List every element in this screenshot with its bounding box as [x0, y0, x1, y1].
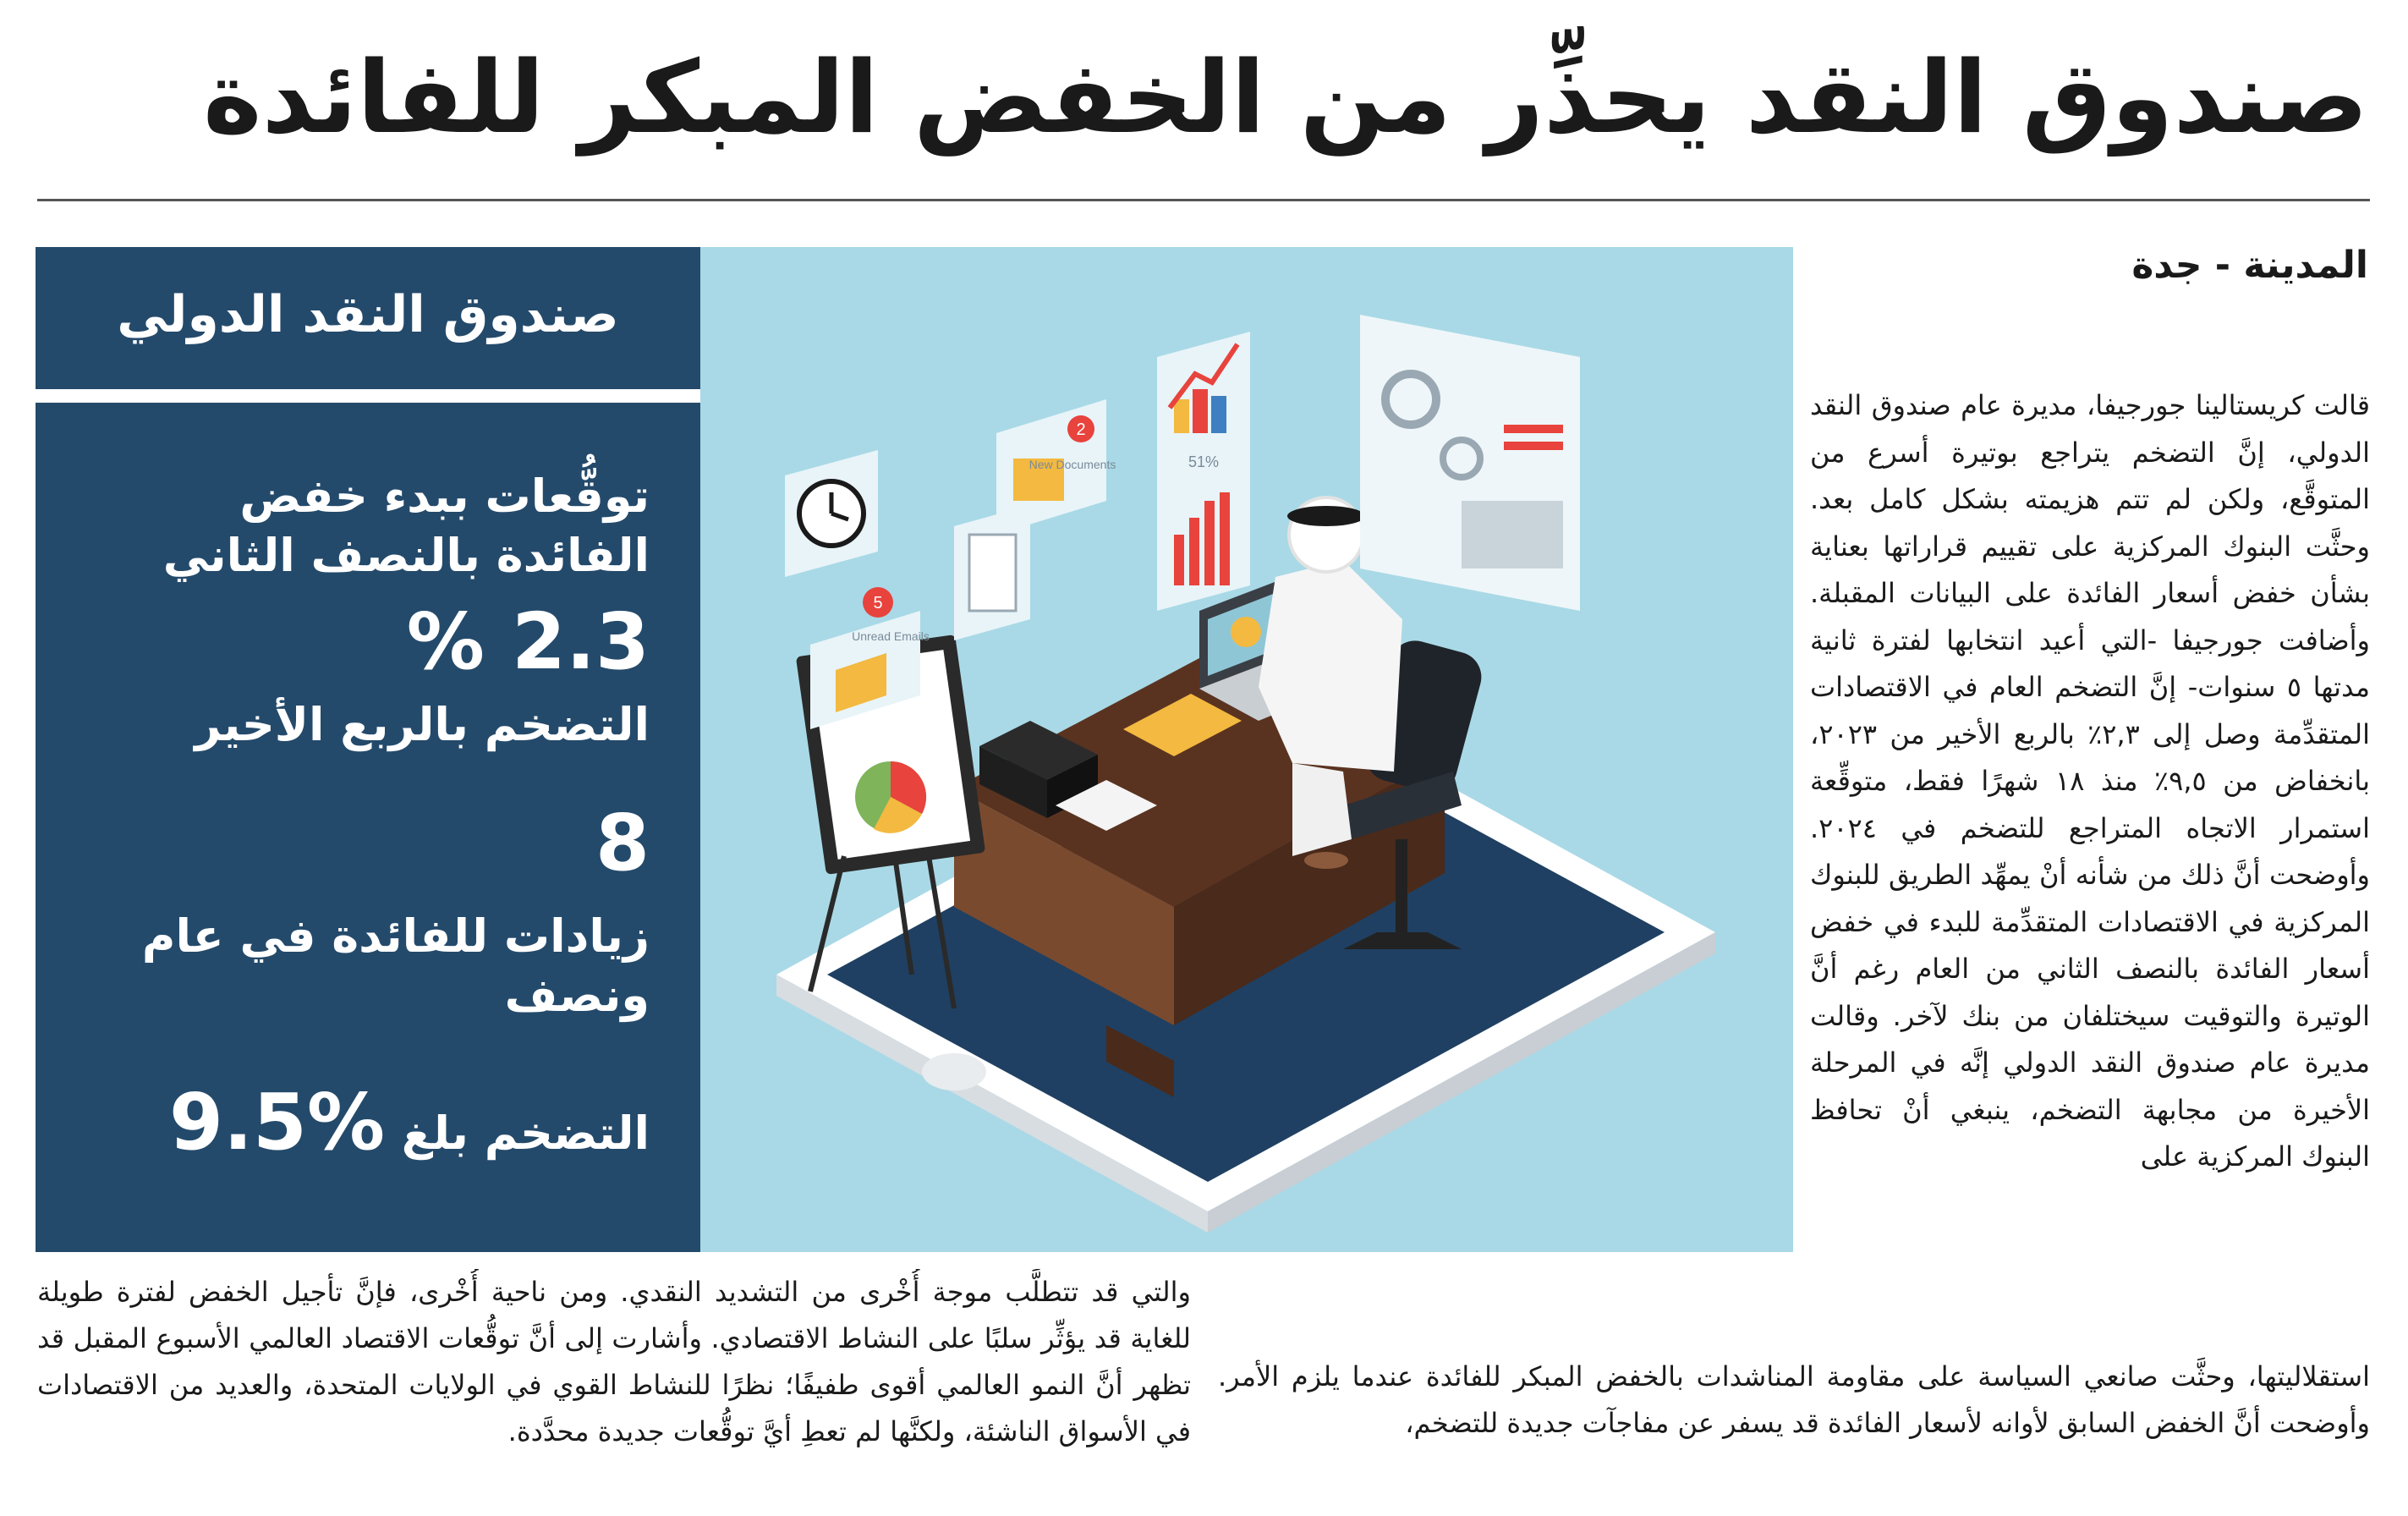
fact-inflation-value: 2.3 %	[406, 596, 650, 687]
bar-icon-1	[1174, 399, 1189, 433]
settings-line-1	[1504, 425, 1563, 433]
fact-rate-hikes-label: زيادات للفائدة في عام ونصف	[141, 909, 650, 1022]
headline-rule	[37, 199, 2370, 201]
fact-peak-inflation-value: %9.5	[168, 1077, 386, 1167]
settings-line-2	[1504, 442, 1563, 450]
fact-peak-inflation-label: التضخم بلغ	[401, 1107, 650, 1160]
bar-icon-3	[1211, 396, 1226, 433]
fact-inflation-label: التضخم بالربع الأخير	[195, 698, 650, 751]
document-icon	[969, 535, 1016, 611]
person-agal	[1287, 506, 1365, 526]
chart-percent: 51%	[1188, 453, 1220, 470]
fact-peak-inflation	[74, 1076, 650, 1169]
fact-rate-cut-expectation: توقُّعات ببدء خفض الفائدة بالنصف الثاني	[162, 470, 650, 582]
bar-icon-7	[1220, 492, 1230, 585]
unread-emails-count: 5	[873, 594, 883, 612]
office-illustration-svg	[700, 247, 1793, 1252]
article-column-left: والتي قد تتطلَّب موجة أُخْرى من التشديد النقدي. ومن ناحية أُخْرى، فإنَّ تأجيل الخفض لفترة طويلة للغاية قد يؤثِّر سلبًا على النشاط الاقتصادي. وأشارت إلى أنَّ توقُّعات الاقتصاد العالمي الأسبوع المقبل قد تظهر أنَّ النمو العالمي أقوى طفيفًا؛ نظرًا للنشاط القوي في الولايات المتحدة، والعديد من الاقتصادات في الأسواق الناشئة، ولكنَّها لم تعطِ أيَّ توقُّعات جديدة محدَّدة.	[37, 1276, 1191, 1447]
growth-chart-card	[1157, 332, 1250, 611]
fact-rate-hikes-value: 8	[595, 798, 650, 888]
bar-icon-4	[1174, 535, 1184, 585]
infobox-title: صندوق النقد الدولي	[117, 285, 619, 344]
headline: صندوق النقد يحذِّر من الخفض المبكر للفائدة	[203, 39, 2368, 156]
chair-post	[1396, 839, 1407, 932]
new-documents-count: 2	[1076, 420, 1086, 439]
article-continuation: استقلاليتها، وحثَّت صانعي السياسة على مقاومة المناشدات بالخفض المبكر للفائدة عندما يلزم الأمر. وأوضحت أنَّ الخفض السابق لأوانه لأسعار الفائدة قد يسفر عن مفاجآت جديدة للتضخم،	[1218, 1360, 2370, 1439]
unread-emails-label: Unread Emails	[852, 629, 930, 643]
illustration-office	[700, 247, 1793, 1252]
infobox	[36, 247, 700, 1252]
tablet-home-button	[922, 1053, 986, 1090]
settings-panel	[1462, 501, 1563, 568]
person-shoe	[1304, 852, 1348, 869]
bar-icon-6	[1204, 501, 1215, 585]
search-icon	[1231, 617, 1261, 647]
infobox-divider	[36, 389, 700, 403]
bar-icon-5	[1189, 518, 1199, 585]
dateline: المدينة - جدة	[2131, 244, 2368, 287]
article-column-right: قالت كريستالينا جورجيفا، مديرة عام صندوق النقد الدولي، إنَّ التضخم يتراجع بوتيرة أسرع من المتوقَّع، ولكن لم تتم هزيمته بشكل كامل بعد. وحثَّت البنوك المركزية على تقييم قراراتها بعناية بشأن خفض أسعار الفائدة على البيانات المقبلة. وأضافت جورجيفا -التي أعيد انتخابها لفترة ثانية مدتها ٥ سنوات- إنَّ التضخم العام في الاقتصادات المتقدِّمة وصل إلى ٢,٣٪ بالربع الأخير من ٢٠٢٣، بانخفاض من ٩,٥٪ منذ ١٨ شهرًا فقط، متوقِّعة استمرار الاتجاه المتراجع للتضخم في ٢٠٢٤. وأوضحت أنَّ ذلك من شأنه أنْ يمهِّد الطريق للبنوك المركزية في الاقتصادات المتقدِّمة للبدء في خفض أسعار الفائدة بالنصف الثاني من العام رغم أنَّ الوتيرة والتوقيت سيختلفان من بنك لآخر. وقالت مديرة عام صندوق النقد الدولي إنَّه في المرحلة الأخيرة من مجابهة التضخم، ينبغي أنْ تحافظ البنوك المركزية على	[1810, 389, 2370, 1173]
bar-icon-2	[1193, 389, 1208, 433]
new-documents-label: New Documents	[1028, 458, 1116, 471]
